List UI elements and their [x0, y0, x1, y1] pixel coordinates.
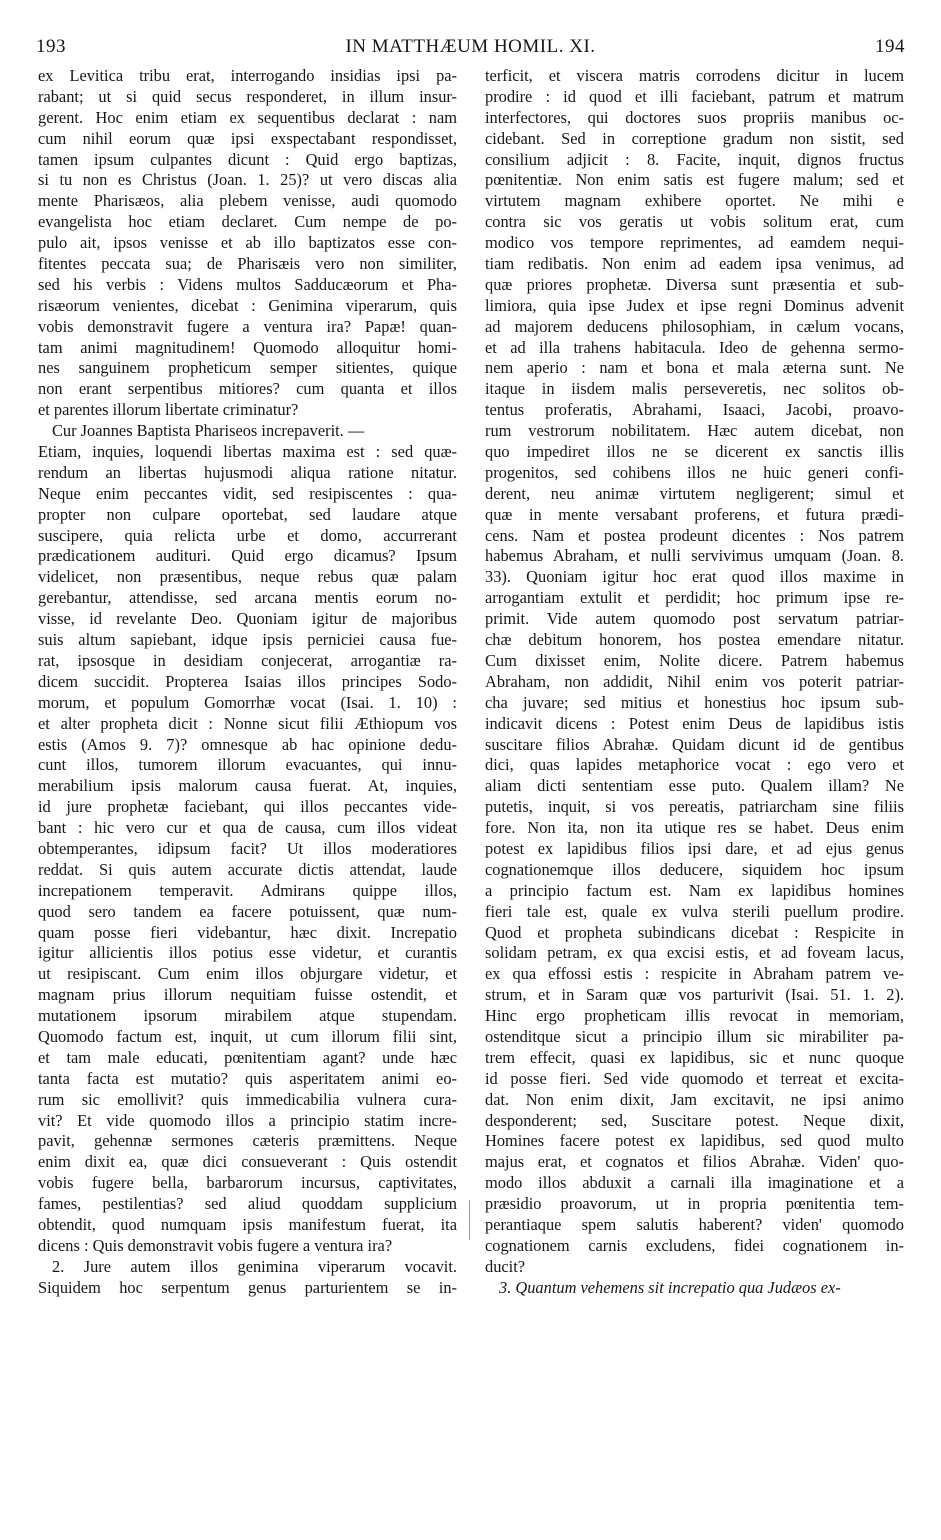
page-number-right: 194: [875, 36, 905, 57]
text-line: a principio factum est. Nam ex lapidibus homines: [485, 880, 904, 900]
text-line: vit? Et vide quomodo illos a principio statim incre-: [38, 1110, 457, 1130]
text-line: pavit, gehennæ sermones cæteris præmittens. Neque: [38, 1131, 457, 1151]
text-line: perantiaque spem salutis haberent? viden' quomodo: [485, 1214, 904, 1234]
text-line: Quomodo factum est, inquit, ut cum illorum filii sint,: [38, 1026, 457, 1046]
text-line: dici, quas lapides metaphorice vocat : ego vero et: [485, 755, 904, 775]
margin-mark: [469, 1200, 470, 1240]
text-line: putetis, inquit, si vos pereatis, patriarcham sine filiis: [485, 797, 904, 817]
text-line: quæ priores prophetæ. Diversa sunt præsentia et sub-: [485, 274, 904, 294]
text-line: Hinc ergo propheticam illis revocat in memoriam,: [485, 1006, 904, 1026]
text-line: consilium adjicit : 8. Facite, inquit, dignos fructus: [485, 149, 904, 169]
text-line: prædicationem audituri. Quid ergo dicamus? Ipsum: [38, 546, 457, 566]
text-line: non erant serpentibus mitiores? cum quanta et illos: [38, 379, 457, 399]
text-line: 2. Jure autem illos genimina viperarum vocavit.: [52, 1256, 457, 1276]
text-line: Neque enim peccantes vidit, sed resipiscentes : qua-: [38, 483, 457, 503]
text-line: tamen ipsum culpantes dicunt : Quid ergo baptizas,: [38, 149, 457, 169]
text-line: ex Levitica tribu erat, interrogando insidias ipsi pa-: [38, 66, 457, 85]
text-line: risæorum venientes, dicebat : Genimina viperarum, quis: [38, 295, 457, 315]
text-line: Quod et propheta subindicans dicebat : Respicite in: [485, 922, 904, 942]
left-column: [38, 66, 457, 1299]
right-column: [485, 66, 904, 1299]
text-line: cha juvare; sed mitius et honestius hoc ipsum sub-: [485, 692, 904, 712]
text-line: virtutem magnam exhibere oportet. Ne mihi e: [485, 191, 904, 211]
text-line: cens. Nam et postea prodeunt dicentes : Nos patrem: [485, 525, 904, 545]
text-line: progenitos, sed cohibens illos ne huic generi confi-: [485, 462, 904, 482]
text-line: majus erat, et cognatos et filios Abrahæ. Viden' quo-: [485, 1152, 904, 1172]
text-line: derent, neu animæ virtutem negligerent; simul et: [485, 483, 904, 503]
text-line: cunt illos, tumorem illorum evacuantes, qui innu-: [38, 755, 457, 775]
text-line: Etiam, inquies, loquendi libertas maxima est : sed quæ-: [38, 442, 457, 462]
page-title: IN MATTHÆUM HOMIL. XI.: [345, 36, 596, 57]
text-line: morum, et populum Gomorrhæ vocat (Isai. 1. 10) :: [38, 692, 457, 712]
text-line: magnam prius illorum nequitiam fuisse ostendit, et: [38, 985, 457, 1005]
text-line: quæ in mente versabant proferens, et futura prædi-: [485, 504, 904, 524]
text-line: suscitare filios Abrahæ. Quidam dicunt id de gentibus: [485, 734, 904, 754]
text-line: id posse fieri. Sed vide quomodo et terreat et excita-: [485, 1068, 904, 1088]
text-line: quo impediret illos ne se dicerent ex sanctis illis: [485, 442, 904, 462]
text-line: fieri tale est, quale ex vulva sterili puellum prodire.: [485, 901, 904, 921]
text-line: fitentes peccata sua; de Pharisæis vero non similiter,: [38, 254, 457, 274]
text-line: rat, ipsosque in desidiam conjecerat, arrogantiæ ra-: [38, 650, 457, 670]
text-line: ostenditque sicut a principio illum sic mirabiliter pa-: [485, 1026, 904, 1046]
text-line: suscipere, quia relicta urbe et domo, accurrerant: [38, 525, 457, 545]
text-line: fore. Non ita, non ita utique res se habet. Deus enim: [485, 818, 904, 838]
text-line: 3. Quantum vehemens sit increpatio qua Judæos ex-: [499, 1277, 841, 1297]
text-line: habemus Abraham, et nulli servivimus umquam (Joan. 8.: [485, 546, 904, 566]
text-line: visse, id revelante Deo. Quoniam igitur de majoribus: [38, 609, 457, 629]
text-line: præsidio proavorum, ut in propria pœnitentia tem-: [485, 1194, 904, 1214]
text-line: et alter propheta dicit : Nonne sicut filii Æthiopum vos: [38, 713, 457, 733]
text-line: indicavit dicens : Potest enim Deus de lapidibus istis: [485, 713, 904, 733]
text-line: vobis fugere bella, barbarorum incursus, captivitates,: [38, 1173, 457, 1193]
text-line: chæ debitum honorem, hos postea emendare nitatur.: [485, 630, 904, 650]
text-line: Cur Joannes Baptista Phariseos increpaverit. —: [52, 421, 365, 441]
text-line: reddat. Si quis autem accurate dictis attendat, laude: [38, 859, 457, 879]
text-line: cognationemque illos deducere, siquidem hoc ipsum: [485, 859, 904, 879]
text-line: rum sic emollivit? quis immedicabilia vulnera cura-: [38, 1089, 457, 1109]
text-line: Homines facere potest ex lapidibus, sed quod multo: [485, 1131, 904, 1151]
text-line: cidebant. Sed in correptione gradum non sistit, sed: [485, 128, 904, 148]
text-line: 33). Quoniam igitur hoc erat quod illos maxime in: [485, 567, 904, 587]
text-line: dat. Non enim dixit, Jam excitavit, ne ipsi animo: [485, 1089, 904, 1109]
text-line: id jure prophetæ faciebant, qui illos peccantes vide-: [38, 797, 457, 817]
text-line: cognationem carnis excludens, fidei cognationem in-: [485, 1235, 904, 1255]
text-line: tam animi magnitudinem! Quomodo alloquitur homi-: [38, 337, 457, 357]
text-line: gerent. Hoc enim etiam ex sequentibus declarat : nam: [38, 107, 457, 127]
text-line: nem aperio : nam et bona et mala æterna sunt. Ne: [485, 358, 904, 378]
text-line: et tam male educati, pœnitentiam agant? unde hæc: [38, 1047, 457, 1067]
text-line: nes sanguinem propheticum semper sitientes, quique: [38, 358, 457, 378]
text-line: enim dixit ea, quæ dici consueverant : Quis ostendit: [38, 1152, 457, 1172]
text-line: rabant; ut si quid secus responderet, in illum insur-: [38, 86, 457, 106]
text-line: modico vos tempore reprimentes, ad eamdem nequi-: [485, 233, 904, 253]
text-line: vobis demonstravit fugere a ventura ira? Papæ! quan-: [38, 316, 457, 336]
text-line: fames, pestilentias? sed aliud quoddam supplicium: [38, 1194, 457, 1214]
text-line: et parentes illorum libertate criminatur?: [38, 400, 299, 420]
text-line: dicens : Quis demonstravit vobis fugere a ventura ira?: [38, 1235, 393, 1255]
text-line: aliam dicti sententiam esse puto. Qualem illam? Ne: [485, 776, 904, 796]
text-line: si tu non es Christus (Joan. 1. 25)? ut vero discas alia: [38, 170, 457, 190]
text-line: estis (Amos 9. 7)? omnesque ab hac opinione dedu-: [38, 734, 457, 754]
text-line: primit. Vide autem quomodo post servatum patriar-: [485, 609, 904, 629]
text-line: solidam petram, ex qua excisi estis, et ad foveam lacus,: [485, 943, 904, 963]
text-line: dicem succidit. Propterea Isaias illos principes Sodo-: [38, 671, 457, 691]
text-line: bant : hic vero cur et qua de causa, cum illos videat: [38, 818, 457, 838]
text-line: videlicet, non præsentibus, neque rebus quæ palam: [38, 567, 457, 587]
text-line: pœnitentiæ. Non enim satis est fugere malum; sed et: [485, 170, 904, 190]
text-line: obtemperantes, idipsum facit? Ut illos moderatiores: [38, 838, 457, 858]
text-line: desponderent; sed, Suscitare potest. Neque dixit,: [485, 1110, 904, 1130]
text-line: obtendit, quod numquam ipsis manifestum fuerat, ita: [38, 1214, 457, 1234]
running-header: [36, 36, 905, 66]
text-line: strum, et in Saram quæ vos parturivit (Isai. 51. 1. 2).: [485, 985, 904, 1005]
text-line: sed his verbis : Videns multos Sadducæorum et Pha-: [38, 274, 457, 294]
text-line: increpationem temperavit. Admirans quippe illos,: [38, 880, 457, 900]
text-line: tanta facta est mutatio? quis asperitatem animi eo-: [38, 1068, 457, 1088]
text-line: quam posse fieri videbantur, hæc dixit. Increpatio: [38, 922, 457, 942]
text-line: suis altum sapiebant, idque ipsis perniciei causa fue-: [38, 630, 457, 650]
text-line: itaque in iisdem malis perseveretis, nec solitos ob-: [485, 379, 904, 399]
text-line: Cum dixisset enim, Nolite dicere. Patrem habemus: [485, 650, 904, 670]
text-line: interfectores, qui doctores suos propriis manibus oc-: [485, 107, 904, 127]
text-line: contra sic vos geratis ut vobis solitum erat, cum: [485, 212, 904, 232]
text-line: tiam redibatis. Non enim ad eadem ipsa venimus, ad: [485, 254, 904, 274]
text-line: et ad illa trahens habitacula. Ideo de gehenna sermo-: [485, 337, 904, 357]
text-line: trem effecit, quasi ex lapidibus, sic et nunc quoque: [485, 1047, 904, 1067]
text-line: tentus proferatis, Abrahami, Isaaci, Jacobi, proavo-: [485, 400, 904, 420]
text-line: merabilium ipsis malorum causa fuerat. At, inquies,: [38, 776, 457, 796]
text-line: ut resipiscant. Cum enim illos objurgare videtur, et: [38, 964, 457, 984]
text-line: terficit, et viscera matris corrodens dicitur in lucem: [485, 66, 904, 85]
text-line: gerebantur, attendisse, sed arcana mentis eorum no-: [38, 588, 457, 608]
text-line: igitur allicientis illos potius esse videtur, et curantis: [38, 943, 457, 963]
text-line: mutationem ipsorum mirabilem atque stupendam.: [38, 1006, 457, 1026]
text-line: Abraham, non addidit, Nihil enim vos poterit patriar-: [485, 671, 904, 691]
text-line: Siquidem hoc serpentum genus parturientem se in-: [38, 1277, 457, 1297]
text-line: limiora, quia ipse Judex et ipse regni Dominus advenit: [485, 295, 904, 315]
text-line: rendum an libertas hujusmodi aliqua ratione nitatur.: [38, 462, 457, 482]
page-number-left: 193: [36, 36, 66, 57]
text-line: modo illos abduxit a carnali illa imaginatione et a: [485, 1173, 904, 1193]
text-line: propter non culpare oportebat, sed laudare atque: [38, 504, 457, 524]
text-line: mente Pharisæos, alia plebem venisse, audi quomodo: [38, 191, 457, 211]
text-line: prodire : id quod et illi faciebant, patrum et matrum: [485, 86, 904, 106]
text-line: quod sero tandem ea facere potuissent, quæ num-: [38, 901, 457, 921]
text-line: cum nihil eorum quæ ipsi exspectabant respondisset,: [38, 128, 457, 148]
text-line: ad majorem deducens philosophiam, in cælum vocans,: [485, 316, 904, 336]
text-line: ex qua effossi estis : respicite in Abraham patrem ve-: [485, 964, 904, 984]
text-line: potest ex lapidibus filios ipsi dare, et ad ejus genus: [485, 838, 904, 858]
text-line: rum vestrorum nobilitatem. Hæc autem dicebat, non: [485, 421, 904, 441]
text-line: arrogantiam extulit et perdidit; hoc primum ipse re-: [485, 588, 904, 608]
text-line: evangelista hoc etiam declaret. Cum nempe de po-: [38, 212, 457, 232]
text-line: pulo ait, ipsos venisse et ab illo baptizatos esse con-: [38, 233, 457, 253]
text-line: ducit?: [485, 1256, 526, 1276]
